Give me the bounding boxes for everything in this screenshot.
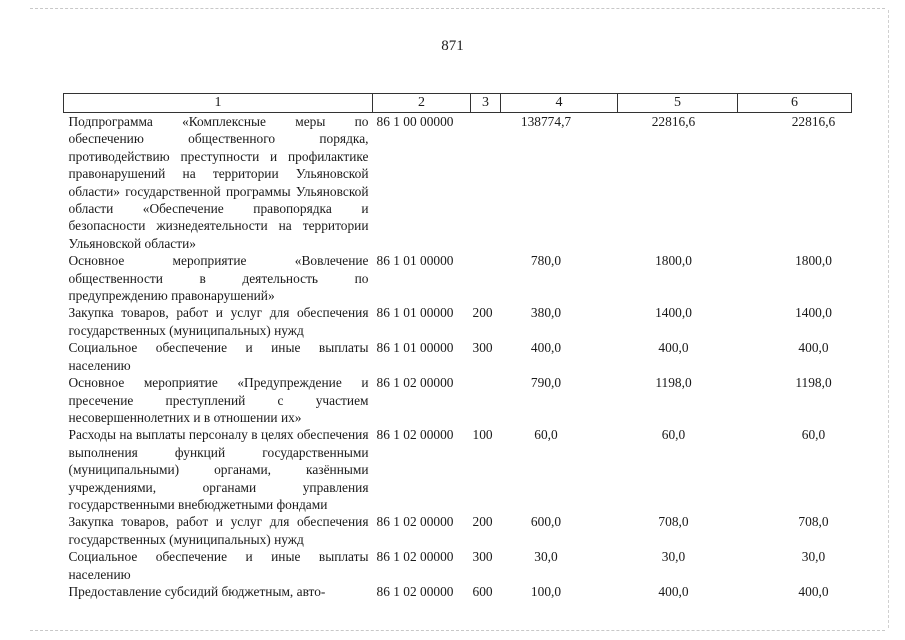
row-value-col6: 60,0: [801, 427, 826, 443]
row-value-col5: 708,0: [658, 514, 689, 530]
row-expense-type: 200: [472, 514, 493, 530]
table-row: [64, 513, 852, 548]
row-expense-type: [471, 113, 501, 253]
row-value-col4: 380,0: [530, 305, 562, 321]
row-value-col4: 600,0: [530, 514, 562, 530]
page-edge-bottom: [30, 630, 885, 631]
row-value-col6: 1800,0: [795, 253, 832, 269]
row-code: 86 1 02 00000: [376, 427, 454, 443]
row-name: Социальное обеспечение и иные выплаты населению: [68, 549, 369, 582]
row-value-col5: 400,0: [658, 340, 689, 356]
row-expense-type: 600: [472, 583, 493, 599]
row-value-col6: 708,0: [798, 514, 829, 530]
row-name: Расходы на выплаты персоналу в целях обеспечения выполнения функций государственными (муниципальными) органами, казёнными учреждениями, органами управления государственными внебюджетными фондами: [68, 427, 369, 512]
row-value-col4: 30,0: [534, 549, 558, 565]
header-col-3: 3: [471, 94, 501, 113]
header-col-1: 1: [64, 94, 373, 113]
row-code: 86 1 01 00000: [376, 305, 454, 321]
row-value-col6: 1198,0: [795, 375, 832, 391]
row-value-col5: 22816,6: [651, 114, 696, 129]
row-name: Закупка товаров, работ и услуг для обеспечения государственных (муниципальных) нужд: [68, 514, 369, 547]
page-edge-top: [30, 8, 885, 9]
row-value-col6: 30,0: [801, 549, 826, 565]
table-row: [64, 252, 852, 304]
row-name: Социальное обеспечение и иные выплаты населению: [68, 340, 369, 373]
row-expense-type: [471, 252, 501, 304]
page-edge-right: [888, 10, 889, 628]
table-row: [64, 583, 852, 600]
row-value-col4: 60,0: [534, 427, 558, 443]
row-value-col6: 22816,6: [791, 114, 836, 129]
row-expense-type: 300: [472, 340, 493, 356]
table-row: [64, 426, 852, 513]
row-code: 86 1 01 00000: [376, 340, 454, 356]
budget-table: [63, 93, 852, 600]
row-value-col6: 1400,0: [795, 305, 832, 321]
row-value-col6: 400,0: [798, 583, 829, 599]
row-value-col4: 790,0: [530, 375, 562, 391]
row-name: Основное мероприятие «Вовлечение общественности в деятельность по предупреждению правонарушений»: [68, 253, 369, 304]
table-row: [64, 304, 852, 339]
row-value-col5: 1400,0: [655, 305, 692, 321]
table-body: [64, 113, 852, 601]
table-row: [64, 548, 852, 583]
row-value-col4: 400,0: [530, 340, 562, 356]
row-code: 86 1 02 00000: [376, 514, 454, 530]
table-row: [64, 113, 852, 253]
header-col-6: 6: [738, 94, 852, 113]
row-code: 86 1 00 00000: [376, 114, 454, 129]
header-col-5: 5: [618, 94, 738, 113]
row-name: Закупка товаров, работ и услуг для обеспечения государственных (муниципальных) нужд: [68, 305, 369, 338]
row-value-col5: 30,0: [661, 549, 686, 565]
row-expense-type: 200: [472, 305, 493, 321]
table-row: [64, 374, 852, 426]
page-number: 871: [441, 38, 464, 54]
header-col-4: 4: [501, 94, 618, 113]
row-code: 86 1 02 00000: [376, 375, 454, 391]
row-value-col4: 780,0: [530, 253, 562, 269]
row-expense-type: [471, 374, 501, 426]
row-code: 86 1 01 00000: [376, 253, 454, 269]
row-value-col4: 138774,7: [520, 114, 572, 129]
row-expense-type: 100: [472, 427, 493, 443]
header-col-2: 2: [373, 94, 471, 113]
row-value-col5: 1198,0: [655, 375, 692, 391]
row-value-col5: 60,0: [661, 427, 686, 443]
row-value-col4: 100,0: [530, 583, 562, 599]
row-code: 86 1 02 00000: [376, 549, 454, 565]
row-expense-type: 300: [472, 549, 493, 565]
row-name: Основное мероприятие «Предупреждение и пресечение преступлений с участием несовершеннолетних и в отношении их»: [68, 375, 369, 425]
header-row: [64, 94, 852, 113]
row-value-col6: 400,0: [798, 340, 829, 356]
row-name: Предоставление субсидий бюджетным, авто-: [68, 583, 326, 599]
row-code: 86 1 02 00000: [376, 583, 454, 599]
table-row: [64, 339, 852, 374]
row-value-col5: 400,0: [658, 583, 689, 599]
table-header: [64, 94, 852, 113]
row-name: Подпрограмма «Комплексные меры по обеспечению общественного порядка, противодействию преступности и профилактике правонарушений на территории Ульяновской области» государственной программы Ульяновской области «Обеспечение правопорядка и безопасности жизнедеятельности на территории Ульяновской области»: [68, 114, 369, 251]
row-value-col5: 1800,0: [655, 253, 692, 269]
